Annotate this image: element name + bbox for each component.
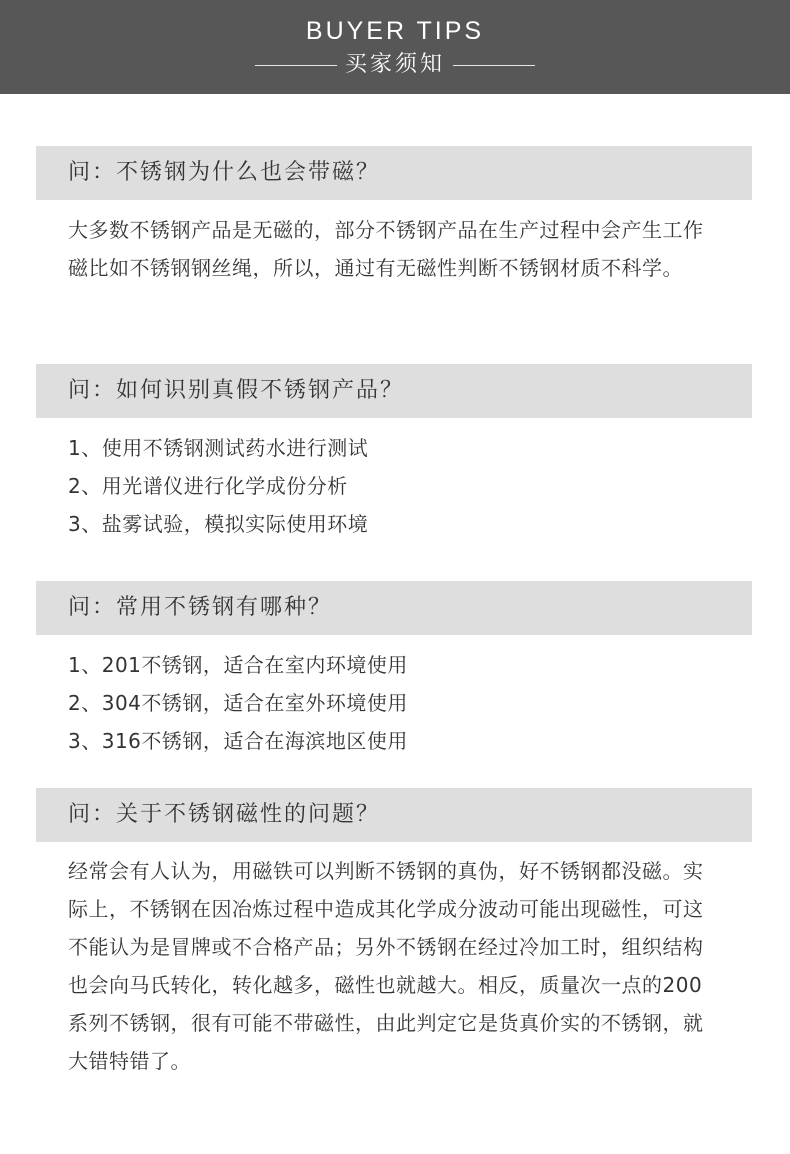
header-banner (0, 0, 790, 94)
answer-4-text: 经常会有人认为，用磁铁可以判断不锈钢的真伪，好不锈钢都没磁。实际上，不锈钢在因冶炼过程中造成其化学成分波动可能出现磁性，可这不能认为是冒牌或不合格产品；另外不锈钢在经过冷加工时，组织结构也会向马氏转化，转化越多，磁性也就越大。相反，质量次一点的200系列不锈钢，很有可能不带磁性，由此判定它是货真价实的不锈钢，就大错特错了。 (68, 859, 704, 1073)
list-item: 3、316不锈钢，适合在海滨地区使用 (68, 729, 408, 753)
list-item: 1、201不锈钢，适合在室内环境使用 (68, 653, 408, 677)
answer-2-list (68, 429, 708, 543)
header-title-en: BUYER TIPS (305, 17, 485, 45)
list-item: 2、304不锈钢，适合在室外环境使用 (68, 691, 408, 715)
question-2-text: 问：如何识别真假不锈钢产品？ (68, 378, 405, 403)
question-3-text: 问：常用不锈钢有哪种？ (68, 595, 333, 620)
question-bar-1 (36, 146, 752, 200)
question-bar-2 (36, 364, 752, 418)
answer-1-text: 大多数不锈钢产品是无磁的，部分不锈钢产品在生产过程中会产生工作磁比如不锈钢钢丝绳，所以，通过有无磁性判断不锈钢材质不科学。 (68, 218, 704, 280)
answer-3-list (68, 646, 708, 760)
header-divider-right (453, 65, 535, 66)
question-bar-3 (36, 581, 752, 635)
question-bar-4 (36, 788, 752, 842)
header-divider-left (255, 65, 337, 66)
list-item: 3、盐雾试验，模拟实际使用环境 (68, 512, 369, 536)
header-title-cn: 买家须知 (344, 52, 445, 77)
list-item: 2、用光谱仪进行化学成份分析 (68, 474, 348, 498)
header-subtitle-row (0, 50, 790, 80)
question-1-text: 问：不锈钢为什么也会带磁？ (68, 160, 381, 185)
question-4-text: 问：关于不锈钢磁性的问题？ (68, 802, 381, 827)
list-item: 1、使用不锈钢测试药水进行测试 (68, 436, 369, 460)
